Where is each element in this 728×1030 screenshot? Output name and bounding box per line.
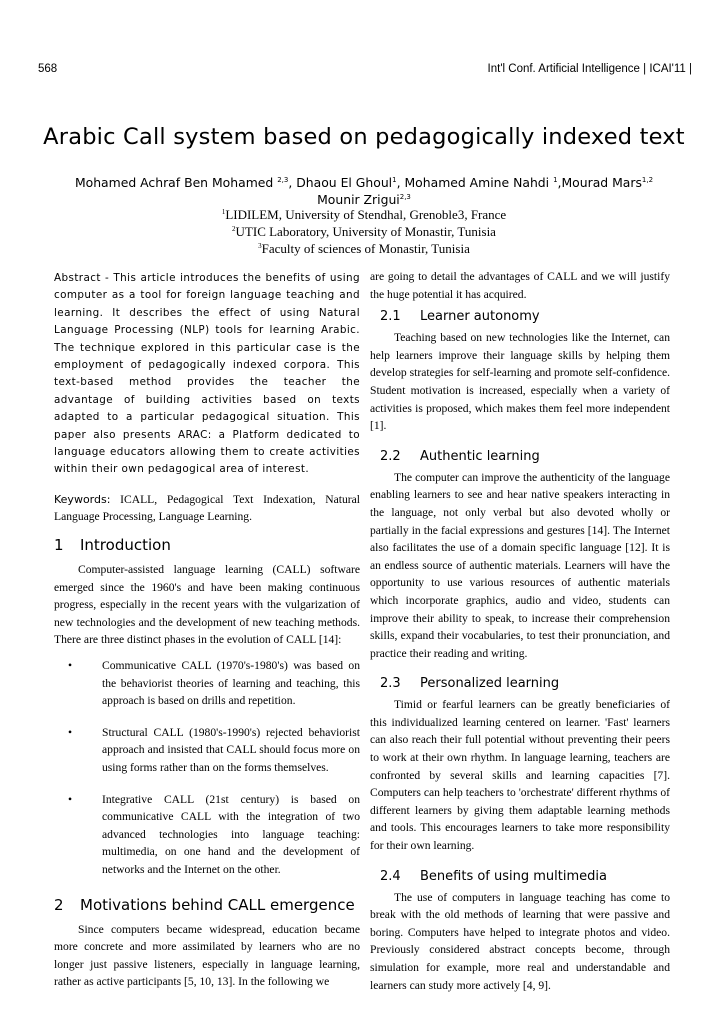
- keywords-label: Keywords:: [54, 492, 111, 506]
- list-item: • Communicative CALL (1970's-1980's) was based on the behaviorist theories of learning and teaching, this approach is based on drills and repetition.: [68, 659, 360, 708]
- subsection-heading-authentic: 2.2 Authentic learning: [380, 448, 540, 464]
- autonomy-paragraph: Teaching based on new technologies like the Internet, can help learners improve their language skills by helping them develop strategies for self-learning and promote self-confidence. Student motivation is increased, especially when a variety of activities is proposed, which makes them feel more independent [1].: [370, 331, 670, 433]
- list-item: • Integrative CALL (21st century) is based on communicative CALL with the integration of two advanced technologies into language teaching: multimedia, on one hand and the development of networks and the Internet on the other.: [68, 792, 360, 876]
- paper-title: Arabic Call system based on pedagogically indexed text: [43, 124, 685, 150]
- subsection-heading-autonomy: 2.1 Learner autonomy: [380, 309, 540, 325]
- conference-name: Int'l Conf. Artificial Intelligence | ICAI'11 |: [487, 63, 692, 75]
- affiliation-3: $^3$Faculty of sciences of Monastir, Tunisia: [258, 241, 470, 256]
- affiliation-2: $^2$UTIC Laboratory, University of Monastir, Tunisia: [232, 224, 496, 239]
- author-superscript: 1,2: [641, 176, 654, 184]
- author-name: ,Mourad Mars: [557, 175, 642, 190]
- page-number: 568: [38, 63, 58, 75]
- section-heading-introduction: 1 Introduction: [54, 536, 171, 555]
- subsection-heading-multimedia: 2.4 Benefits of using multimedia: [380, 868, 607, 884]
- right-column: [370, 268, 670, 994]
- personalized-paragraph: Timid or fearful learners can be greatly beneficiaries of this individualized learning centered on learner. 'Fast' learners can also reach their full potential without preventing their peers to work at their own rhythm. In language learning, teachers are confronted by several skills and learning capacities [7]. Computers can help teachers to 'orchestrate' different rhythms of different learners by giving them adaptable learning methods and tools. This encourages learners to take more responsibility for their own learning.: [370, 698, 670, 853]
- motivations-paragraph-continued: are going to detail the advantages of CALL and we will justify the huge potential it has acquired.: [370, 270, 670, 301]
- author-superscript: 2,3: [277, 176, 289, 184]
- call-phases-list: [54, 657, 360, 879]
- affiliation-1: $^1$LIDILEM, University of Stendhal, Grenoble3, France: [221, 207, 507, 222]
- author-list: [70, 174, 658, 208]
- keywords-text: ICALL, Pedagogical Text Indexation, Natural Language Processing, Language Learning.: [54, 492, 360, 524]
- authentic-paragraph: The computer can improve the authenticity of the language enabling learners to see and hear native speakers interacting in the language, not only verbal but also devoted wholly or partially in the facial expressions and gestures [14]. The Internet also facilitates the use of a domain specific language [12]. It is an endless source of authentic materials. Learners will have the opportunity to use various resources of authentic materials which incorporate graphics, audio and video, students can improve their ability to speak, to increase their comprehension skills, expand their vocabularies, to test their pronunciation, and practice their reading and writing.: [370, 470, 670, 660]
- left-column: [54, 270, 360, 991]
- author-superscript: 1: [392, 176, 397, 184]
- keywords: [54, 491, 360, 526]
- author-superscript: 2,3: [399, 193, 411, 201]
- subsection-heading-personalized: 2.3 Personalized learning: [380, 676, 560, 692]
- intro-paragraph: Computer-assisted language learning (CALL) software emerged since the 1960's and have been making continuous progress, especially in the recent years with the vulgarization of new technologies and the development of new teaching methods. There are three distinct phases in the evolution of CALL [14]:: [54, 563, 360, 647]
- section-heading-motivations: 2 Motivations behind CALL emergence: [54, 895, 355, 914]
- abstract: Abstract - This article introduces the benefits of using computer as a tool for foreign language teaching and learning. It describes the effect of using Natural Language Processing (NLP) tools for learning Arabic. The technique explored in this particular case is the employment of pedagogically indexed corpora. This text-based method provides the teacher the advantage of building activities based on texts adapted to a particular pedagogical situation. This paper also presents ARAC: a Platform dedicated to language educators allowing them to create activities within their own pedagogical area of interest.: [54, 272, 360, 476]
- multimedia-paragraph: The use of computers in language teaching has come to break with the old methods of learning that were passive and boring. Computers have helped to integrate photos and video. Previously considered abstract concepts become, through simulation for example, more real and understandable and learners can study more actively [4, 9].: [370, 890, 670, 992]
- motivations-paragraph: Since computers became widespread, education became more concrete and more assimilated by learners who are no longer just passive listeners, especially in language learning, rather as active participants [5, 10, 13]. In the following we: [54, 922, 360, 989]
- author-name: , Dhaou El Ghoul: [288, 175, 393, 190]
- author-superscript: 1: [553, 176, 558, 184]
- list-item: • Structural CALL (1980's-1990's) rejected behaviorist approach and insisted that CALL should focus more on using forms rather than on the forms themselves.: [68, 725, 360, 774]
- author-name: Mohamed Achraf Ben Mohamed: [74, 175, 278, 190]
- author-name: , Mohamed Amine Nahdi: [396, 175, 554, 190]
- author-name: Mounir Zrigui: [317, 192, 400, 207]
